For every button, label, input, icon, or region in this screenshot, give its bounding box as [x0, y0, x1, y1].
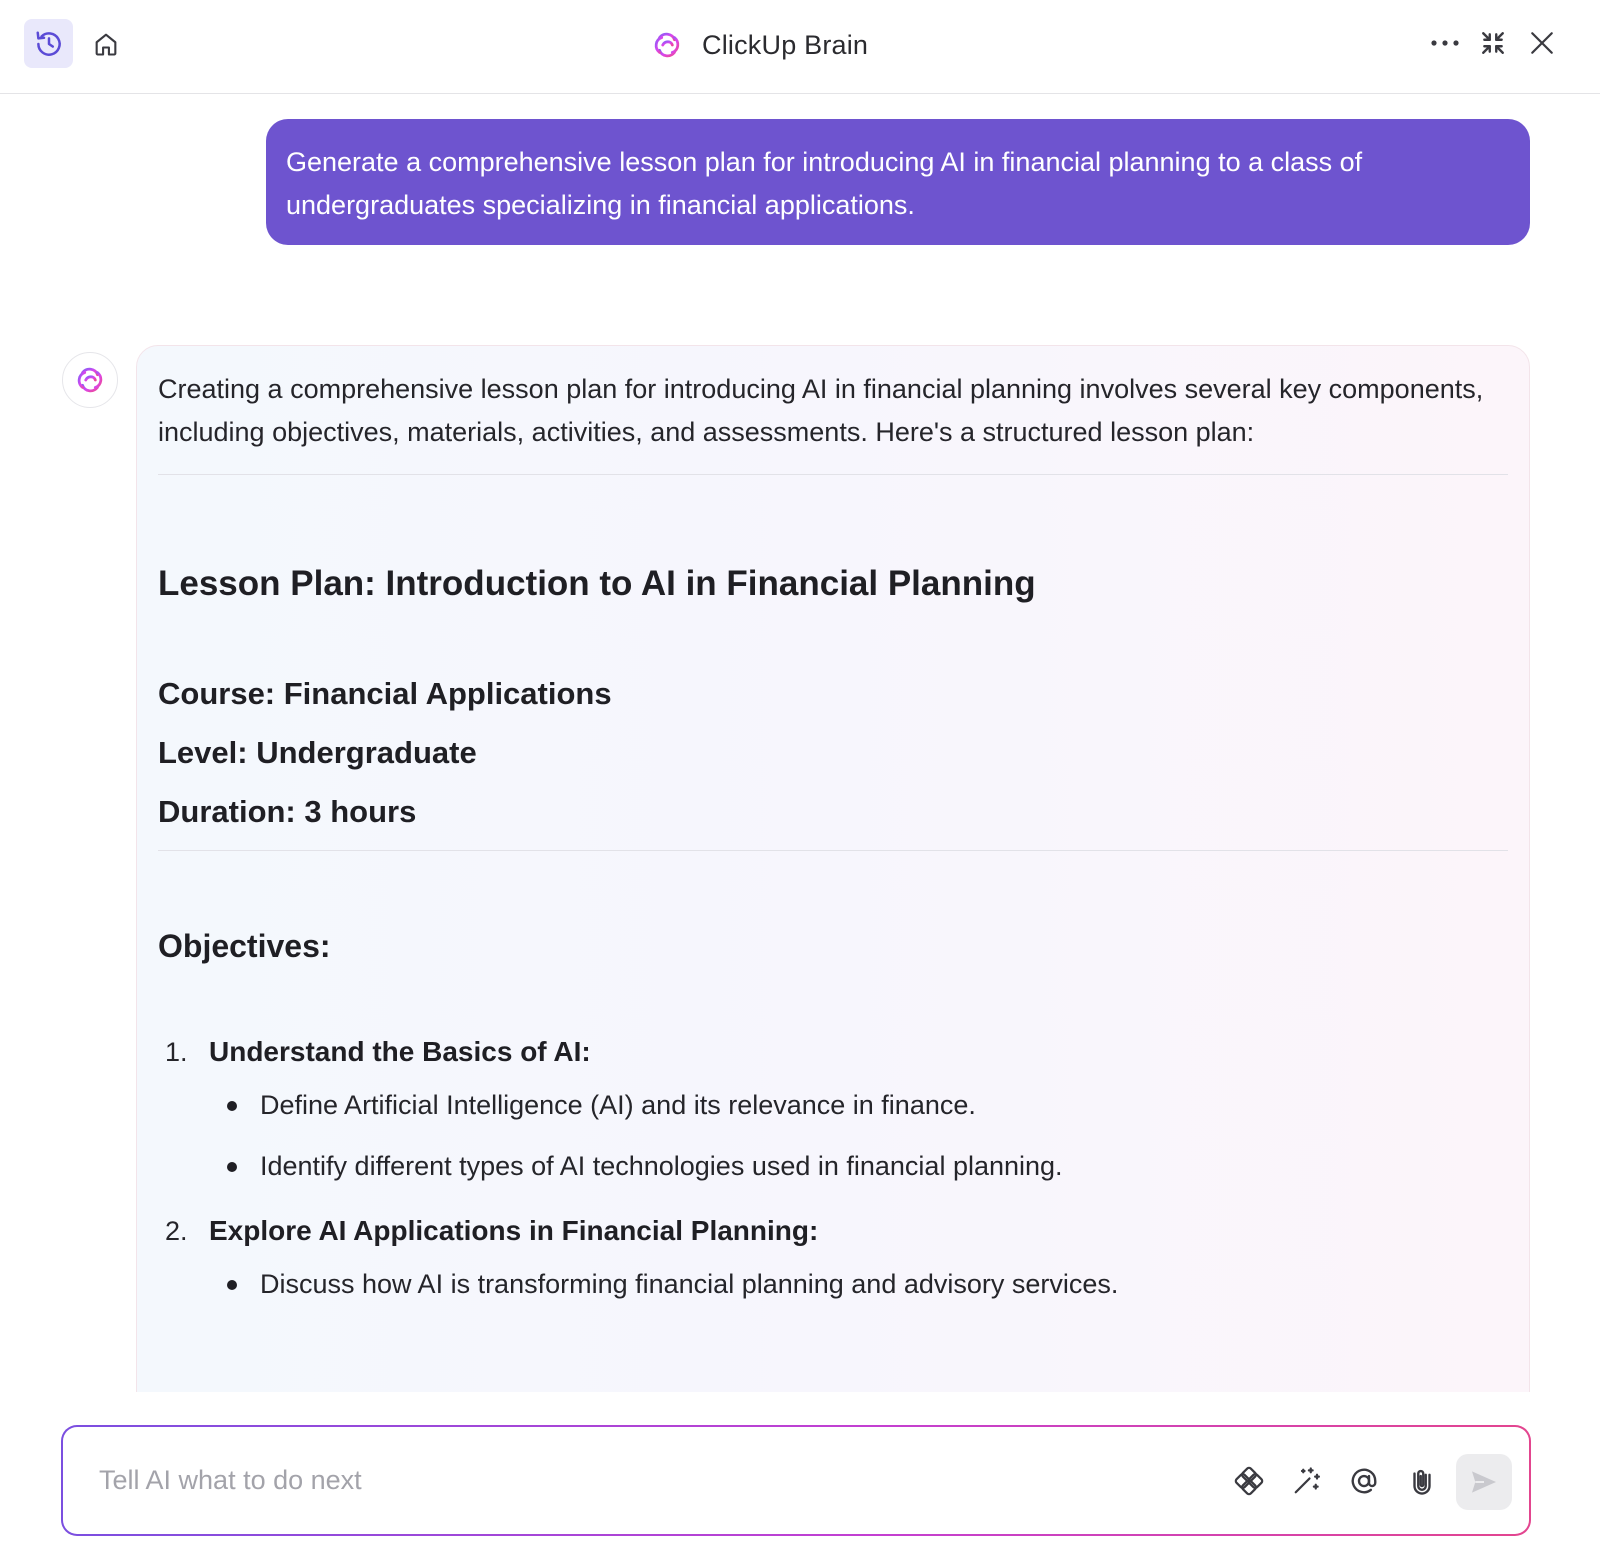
lesson-plan-heading: Lesson Plan: Introduction to AI in Financial Planning — [158, 564, 1036, 603]
objective-title: Explore AI Applications in Financial Planning: — [209, 1215, 819, 1246]
bullet-dot — [227, 1101, 237, 1111]
divider — [158, 850, 1508, 851]
meta-duration: Duration: 3 hours — [158, 794, 417, 829]
collapse-button[interactable] — [1472, 22, 1514, 64]
user-message-bubble: Generate a comprehensive lesson plan for introducing AI in financial planning to a class of undergraduates specializing in financial applications. — [266, 119, 1530, 245]
bullet-text: Identify different types of AI technologies used in financial planning. — [260, 1151, 1063, 1181]
home-button[interactable] — [81, 19, 130, 68]
attachment-button[interactable] — [1400, 1459, 1444, 1503]
magic-wand-button[interactable] — [1285, 1459, 1329, 1503]
objective-item — [158, 1211, 1508, 1303]
clickup-brain-avatar-icon — [73, 363, 107, 397]
objective-number: 2. — [165, 1216, 188, 1246]
objectives-list — [158, 1032, 1508, 1303]
sparkle-wand-icon — [1292, 1466, 1322, 1496]
bullet-dot — [227, 1280, 237, 1290]
mention-button[interactable] — [1342, 1459, 1386, 1503]
close-icon — [1529, 30, 1555, 56]
ai-response-intro: Creating a comprehensive lesson plan for introducing AI in financial planning involves several key components, including objectives, materials, activities, and assessments. Here's a structured lesson plan: — [158, 374, 1484, 447]
objective-bullet — [209, 1266, 1508, 1303]
skills-button[interactable] — [1227, 1459, 1271, 1503]
send-icon — [1468, 1466, 1500, 1498]
objective-bullets — [209, 1266, 1508, 1303]
header-bar — [0, 0, 1600, 94]
history-icon — [34, 29, 64, 59]
bullet-text: Define Artificial Intelligence (AI) and its relevance in finance. — [260, 1090, 976, 1120]
divider — [158, 474, 1508, 475]
send-button[interactable] — [1456, 1454, 1512, 1510]
objective-bullet — [209, 1087, 1508, 1124]
close-button[interactable] — [1521, 22, 1563, 64]
objective-bullet — [209, 1148, 1508, 1185]
window-title-text: ClickUp Brain — [702, 29, 869, 60]
objective-number: 1. — [165, 1037, 188, 1067]
clickup-brain-logo-icon — [650, 28, 684, 62]
meta-course: Course: Financial Applications — [158, 676, 612, 711]
bullet-dot — [227, 1162, 237, 1172]
objective-item — [158, 1032, 1508, 1185]
prompt-input-box — [61, 1425, 1531, 1536]
history-button[interactable] — [24, 19, 73, 68]
skills-icon — [1234, 1466, 1264, 1496]
collapse-icon — [1480, 30, 1506, 56]
chat-area[interactable] — [0, 94, 1600, 1392]
ai-avatar — [62, 352, 118, 408]
objectives-heading: Objectives: — [158, 928, 331, 964]
prompt-input-inner — [63, 1427, 1529, 1534]
objective-title: Understand the Basics of AI: — [209, 1036, 591, 1067]
more-icon — [1430, 39, 1460, 47]
more-button[interactable] — [1424, 22, 1466, 64]
mention-icon — [1349, 1466, 1379, 1496]
bullet-text: Discuss how AI is transforming financial planning and advisory services. — [260, 1269, 1119, 1299]
ai-response-card — [136, 345, 1530, 1392]
attachment-icon — [1407, 1466, 1437, 1496]
prompt-input[interactable] — [99, 1455, 1149, 1505]
meta-level: Level: Undergraduate — [158, 735, 477, 770]
home-icon — [92, 30, 120, 58]
objective-bullets — [209, 1087, 1508, 1185]
window-title — [650, 24, 868, 66]
